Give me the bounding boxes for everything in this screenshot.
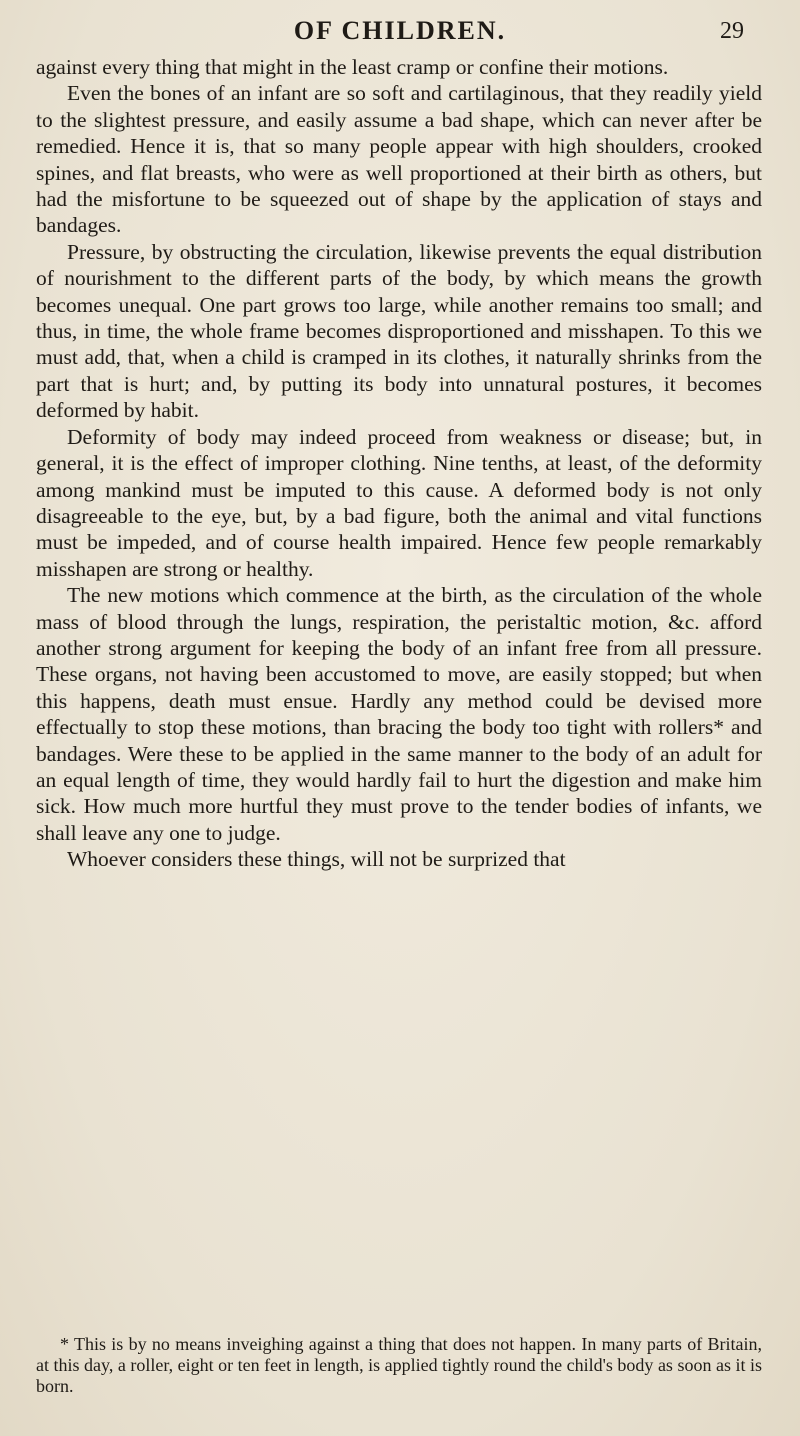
paragraph-whoever: Whoever considers these things, will not be surprized that [67, 847, 566, 872]
paragraph-deformity: Deformity of body may indeed proceed from weakness or disease; but, in general, it is the effect of improper clothing. Nine tenths, at least, of the deformity among mankind must be imputed to this cause. A deformed body is not only disagreeable to the eye, but, by a bad figure, both the animal and vital functions must be impeded, and of course health impaired. Hence few people remarkably misshapen are strong or healthy. [36, 424, 762, 581]
paragraph-continued: against every thing that might in the least cramp or confine their motions. [36, 55, 669, 79]
paragraph-new-motions: The new motions which commence at the birth, as the circulation of the whole mass of blood through the lungs, respiration, the peristaltic motion, &c. afford another strong argument for keeping the body of an infant free from all pressure. These organs, not having been accustomed to move, are easily stopped; but when this happens, death must ensue. Hardly any method could be devised more effectually to stop these motions, than bracing the body too tight with rollers* and bandages. Were these to be applied in the same manner to the body of an adult for an equal length of time, they would hardly fail to hurt the digestion and make him sick. How much more hurtful they must prove to the tender bodies of infants, we shall leave any one to judge. [36, 583, 762, 845]
paragraph-pressure: Pressure, by obstructing the circulation, likewise prevents the equal distribution of nourishment to the different parts of the body, by which means the growth becomes unequal. One part grows too large, while another remains too small; and thus, in time, the whole frame becomes disproportioned and misshapen. To this we must add, that, when a child is cramped in its clothes, it naturally shrinks from the part that is hurt; and, by putting its body into unnatural postures, it becomes deformed by habit. [36, 239, 762, 423]
footnote-text: * This is by no means inveighing against a thing that does not happen. In many parts of Britain, at this day, a roller, eight or ten feet in length, is applied tightly round the child's body as soon as it is born. [36, 1334, 762, 1396]
page-number: 29 [720, 18, 744, 44]
footnote [36, 1334, 762, 1397]
paragraph-bones: Even the bones of an infant are so soft and cartilaginous, that they readily yield to the slightest pressure, and easily assume a bad shape, which can never after be remedied. Hence it is, that so many people appear with high shoulders, crooked spines, and flat breasts, who were as well proportioned at their birth as others, but had the misfortune to be squeezed out of shape by the application of stays and bandages. [36, 81, 762, 238]
running-title: OF CHILDREN. [293, 16, 507, 45]
running-head [0, 14, 800, 54]
body-text [36, 54, 762, 873]
